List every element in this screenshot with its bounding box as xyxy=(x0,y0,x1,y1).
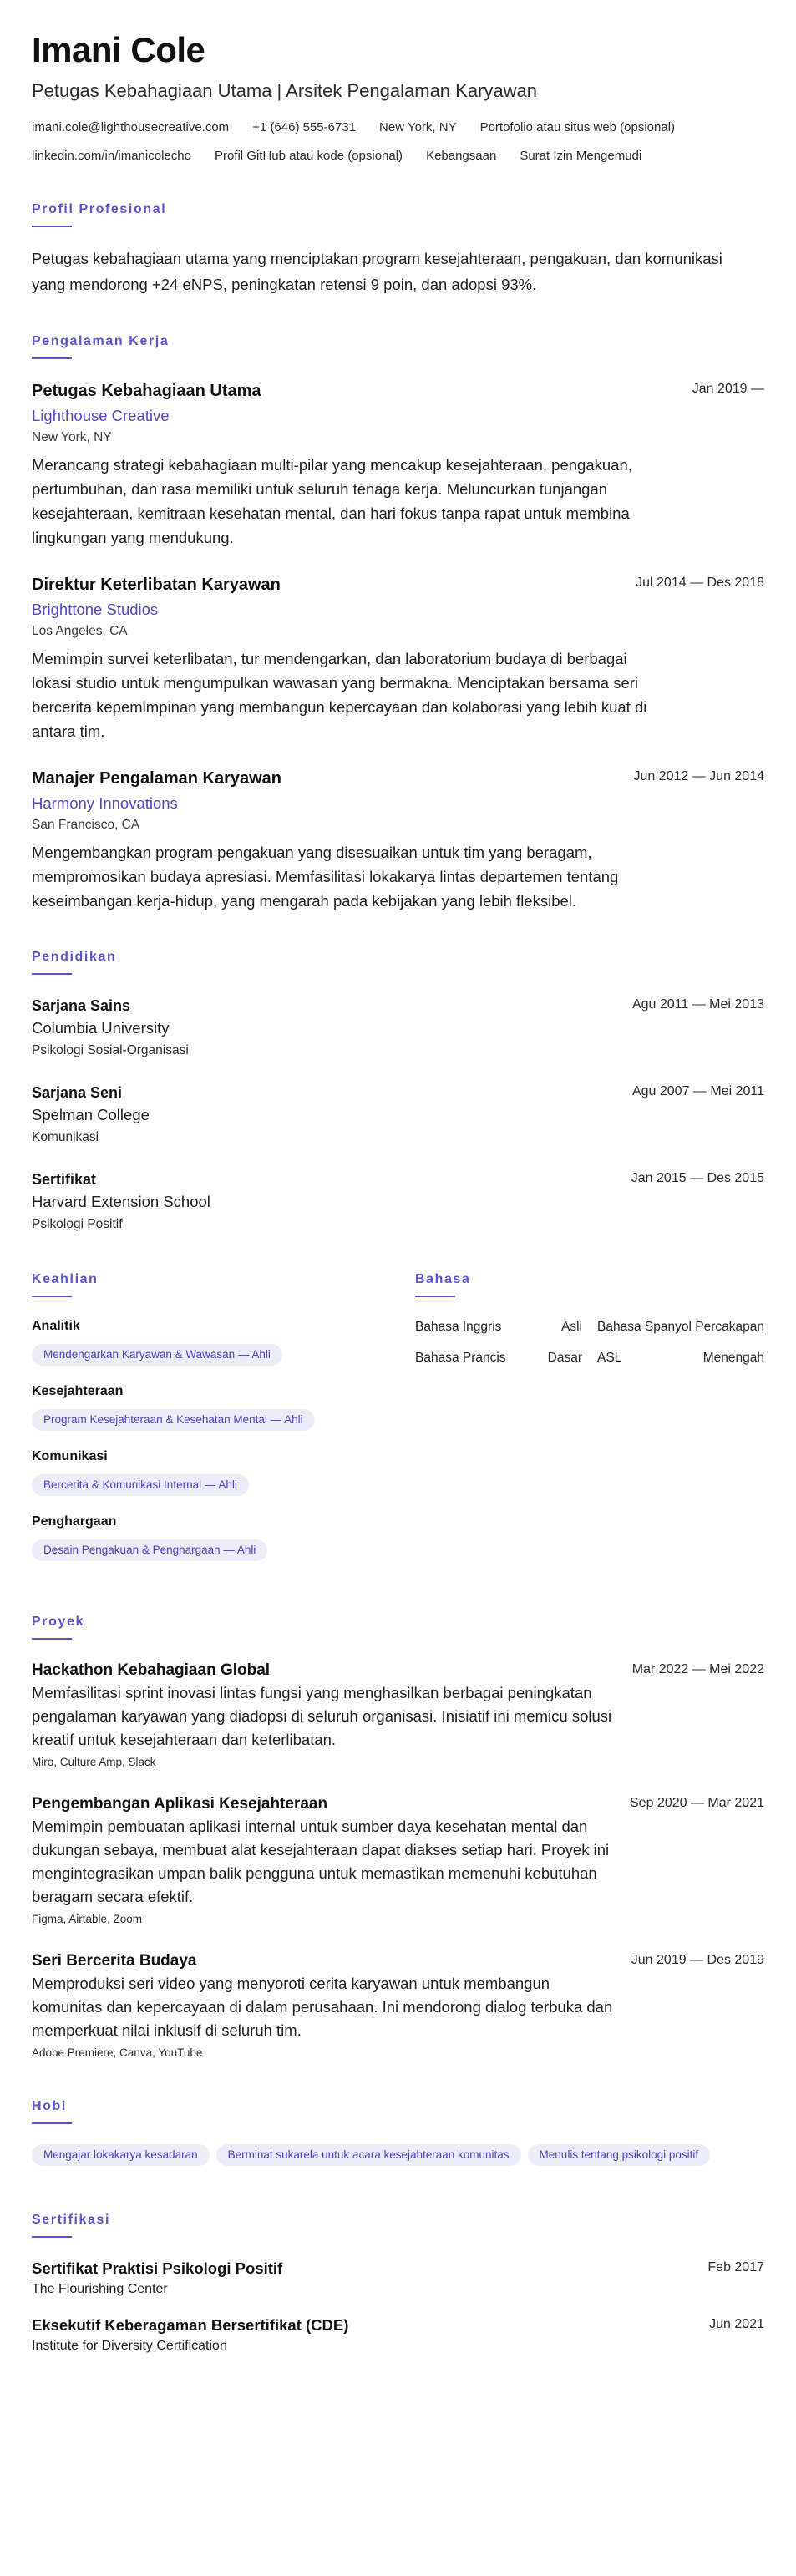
section-divider xyxy=(32,1638,72,1640)
language-level: Percakapan xyxy=(695,1320,764,1334)
certification-title: Sertifikat Praktisi Psikologi Positif xyxy=(32,2259,283,2277)
skill-chip: Mendengarkan Karyawan & Wawasan — Ahli xyxy=(32,1344,282,1366)
school-name: Spelman College xyxy=(32,1106,150,1123)
certification-title: Eksekutif Keberagaman Bersertifikat (CDE) xyxy=(32,2316,349,2334)
section-title: Proyek xyxy=(32,1615,84,1629)
job-location: San Francisco, CA xyxy=(32,818,140,832)
project-description: Memproduksi seri video yang menyoroti cerita karyawan untuk membangun komunitas dan kepercayaan di dalam perusahaan. Ini mendorong dialog terbuka dan memperkuat nilai inklusif di seluruh tim. xyxy=(32,1975,613,2039)
job-dates: Jun 2012 — Jun 2014 xyxy=(633,769,764,783)
skill-category: Penghargaan xyxy=(32,1514,117,1529)
section-title: Pendidikan xyxy=(32,950,117,964)
job-description: Merancang strategi kebahagiaan multi-pilar yang mencakup kesejahteraan, pengakuan, pertumbuhan, dan rasa memiliki untuk seluruh tenaga kerja. Meluncurkan tunjangan kesejahteraan, kemitraan kesehatan mental, dan hari fokus tanpa rapat untuk membina lingkungan yang mendukung. xyxy=(32,456,632,546)
job-title: Petugas Kebahagiaan Utama xyxy=(32,382,261,400)
section-divider xyxy=(32,357,72,359)
languages-list xyxy=(415,1317,764,1367)
project-dates: Sep 2020 — Mar 2021 xyxy=(630,1796,764,1810)
section-divider xyxy=(32,973,72,975)
project-title: Pengembangan Aplikasi Kesejahteraan xyxy=(32,1795,328,1813)
profile-section xyxy=(32,200,764,297)
language-name: Bahasa Inggris xyxy=(415,1320,502,1334)
resume-header xyxy=(32,28,764,165)
project-tools: Adobe Premiere, Canva, YouTube xyxy=(32,2046,203,2059)
skill-chip: Program Kesejahteraan & Kesehatan Mental — Ahli xyxy=(32,1409,315,1431)
skill-group xyxy=(32,1513,391,1561)
hobbies-list xyxy=(32,2144,764,2176)
school-name: Harvard Extension School xyxy=(32,1193,210,1210)
education-dates: Agu 2007 — Mei 2011 xyxy=(631,1084,764,1098)
language-name: Bahasa Prancis xyxy=(415,1351,506,1365)
experience-item xyxy=(32,379,764,550)
education-dates: Agu 2011 — Mei 2013 xyxy=(631,997,764,1012)
field-of-study: Psikologi Positif xyxy=(32,1217,123,1231)
language-level: Menengah xyxy=(702,1351,764,1365)
job-dates: Jul 2014 — Des 2018 xyxy=(636,576,764,590)
contact-email[interactable]: imani.cole@lighthousecreative.com xyxy=(32,120,230,134)
language-name: Bahasa Spanyol xyxy=(597,1320,692,1334)
education-dates: Jan 2015 — Des 2015 xyxy=(631,1171,764,1185)
project-tools: Miro, Culture Amp, Slack xyxy=(32,1756,156,1768)
skills-languages-row xyxy=(32,1270,764,1578)
profile-summary: Petugas kebahagiaan utama yang menciptakan program kesejahteraan, pengakuan, dan komunikasi yang mendorong +24 eNPS, peningkatan retensi 9 poin, dan adopsi 93%. xyxy=(32,250,722,293)
degree-name: Sertifikat xyxy=(32,1171,97,1188)
education-item xyxy=(32,995,764,1062)
section-title: Hobi xyxy=(32,2099,67,2113)
education-item xyxy=(32,1082,764,1149)
certification-item xyxy=(32,2315,764,2356)
field-of-study: Psikologi Sosial-Organisasi xyxy=(32,1043,189,1057)
hobby-chip: Mengajar lokakarya kesadaran xyxy=(32,2144,210,2166)
skills-section xyxy=(32,1270,391,1578)
school-name: Columbia University xyxy=(32,1019,170,1037)
experience-list xyxy=(32,379,764,913)
education-section xyxy=(32,948,764,1235)
candidate-name: Imani Cole xyxy=(32,30,205,69)
section-title: Profil Profesional xyxy=(32,202,167,216)
project-item xyxy=(32,1793,764,1929)
certification-issuer: Institute for Diversity Certification xyxy=(32,2339,227,2353)
contact-portfolio[interactable]: Portofolio atau situs web (opsional) xyxy=(479,120,676,134)
hobby-chip: Berminat sukarela untuk acara kesejahteraan komunitas xyxy=(216,2144,521,2166)
contact-driving-license: Surat Izin Mengemudi xyxy=(520,149,642,163)
skill-group xyxy=(32,1382,391,1431)
certification-item xyxy=(32,2258,764,2300)
experience-section xyxy=(32,332,764,913)
language-level: Asli xyxy=(561,1320,582,1334)
section-divider xyxy=(32,2122,72,2124)
hobby-chip: Menulis tentang psikologi positif xyxy=(528,2144,711,2166)
language-level: Dasar xyxy=(547,1351,582,1365)
job-title: Manajer Pengalaman Karyawan xyxy=(32,769,282,788)
section-title: Keahlian xyxy=(32,1272,99,1286)
section-title: Pengalaman Kerja xyxy=(32,334,170,348)
section-divider xyxy=(32,226,72,227)
company-name: Lighthouse Creative xyxy=(32,407,170,424)
project-item xyxy=(32,1950,764,2062)
project-item xyxy=(32,1660,764,1772)
skill-chip: Bercerita & Komunikasi Internal — Ahli xyxy=(32,1474,249,1496)
certification-issuer: The Flourishing Center xyxy=(32,2282,168,2296)
section-title: Bahasa xyxy=(415,1272,471,1286)
skill-group xyxy=(32,1448,391,1496)
language-item xyxy=(597,1317,764,1336)
certification-date: Jun 2021 xyxy=(709,2317,764,2331)
skill-chip: Desain Pengakuan & Penghargaan — Ahli xyxy=(32,1539,267,1561)
education-list xyxy=(32,995,764,1235)
contact-linkedin[interactable]: linkedin.com/in/imanicolecho xyxy=(32,149,191,163)
language-item xyxy=(415,1348,582,1367)
project-title: Seri Bercerita Budaya xyxy=(32,1952,197,1970)
languages-section xyxy=(415,1270,764,1578)
language-name: ASL xyxy=(597,1351,622,1365)
certifications-section xyxy=(32,2211,764,2356)
experience-item xyxy=(32,573,764,743)
degree-name: Sarjana Sains xyxy=(32,997,131,1014)
field-of-study: Komunikasi xyxy=(32,1130,99,1144)
skills-list xyxy=(32,1317,391,1561)
hobbies-section xyxy=(32,2097,764,2176)
contact-nationality: Kebangsaan xyxy=(426,149,497,163)
section-divider xyxy=(32,1296,72,1297)
job-description: Memimpin survei keterlibatan, tur mendengarkan, dan laboratorium budaya di berbagai lokasi studio untuk mengumpulkan wawasan yang bermakna. Menciptakan bersama seri bercerita kepemimpinan yang membangun kepercayaan dan kolaborasi yang lebih kuat di antara tim. xyxy=(32,650,647,740)
job-location: New York, NY xyxy=(32,430,112,444)
skill-category: Analitik xyxy=(32,1319,80,1333)
contact-github[interactable]: Profil GitHub atau kode (opsional) xyxy=(214,149,403,163)
education-item xyxy=(32,1169,764,1235)
certification-date: Feb 2017 xyxy=(707,2260,764,2274)
project-dates: Mar 2022 — Mei 2022 xyxy=(631,1662,764,1676)
projects-section xyxy=(32,1613,764,2062)
project-tools: Figma, Airtable, Zoom xyxy=(32,1913,143,1925)
skill-category: Kesejahteraan xyxy=(32,1384,124,1398)
project-title: Hackathon Kebahagiaan Global xyxy=(32,1661,271,1679)
section-divider xyxy=(32,2236,72,2238)
section-title: Sertifikasi xyxy=(32,2213,111,2227)
section-divider xyxy=(415,1296,455,1297)
job-dates: Jan 2019 — xyxy=(692,382,764,396)
company-name: Harmony Innovations xyxy=(32,794,178,812)
experience-item xyxy=(32,767,764,913)
skill-category: Komunikasi xyxy=(32,1449,108,1463)
contact-location: New York, NY xyxy=(379,120,457,134)
job-description: Mengembangkan program pengakuan yang disesuaikan untuk tim yang beragam, mempromosikan budaya apresiasi. Memfasilitasi lokakarya lintas departemen tentang keseimbangan kerja-hidup, yang mengarah pada kebijakan yang lebih fleksibel. xyxy=(32,844,619,910)
candidate-headline: Petugas Kebahagiaan Utama | Arsitek Pengalaman Karyawan xyxy=(32,80,537,101)
project-dates: Jun 2019 — Des 2019 xyxy=(631,1953,764,1967)
certifications-list xyxy=(32,2258,764,2356)
project-description: Memimpin pembuatan aplikasi internal untuk sumber daya kesehatan mental dan dukungan sebaya, membuat alat kesejahteraan dapat diakses setiap hari. Proyek ini mengintegrasikan umpan balik pengguna untuk memastikan memenuhi kebutuhan beragam secara efektif. xyxy=(32,1818,610,1905)
company-name: Brighttone Studios xyxy=(32,601,159,618)
language-item xyxy=(597,1348,764,1367)
contact-phone[interactable]: +1 (646) 555-6731 xyxy=(252,120,357,134)
job-title: Direktur Keterlibatan Karyawan xyxy=(32,576,281,594)
contact-list xyxy=(32,119,764,165)
job-location: Los Angeles, CA xyxy=(32,624,128,638)
language-item xyxy=(415,1317,582,1336)
skill-group xyxy=(32,1317,391,1366)
degree-name: Sarjana Seni xyxy=(32,1084,123,1101)
project-description: Memfasilitasi sprint inovasi lintas fungsi yang menghasilkan berbagai peningkatan pengalaman karyawan yang diadopsi di seluruh organisasi. Inisiatif ini memicu solusi kreatif untuk kesejahteraan dan keterlibatan. xyxy=(32,1684,612,1748)
projects-list xyxy=(32,1660,764,2062)
